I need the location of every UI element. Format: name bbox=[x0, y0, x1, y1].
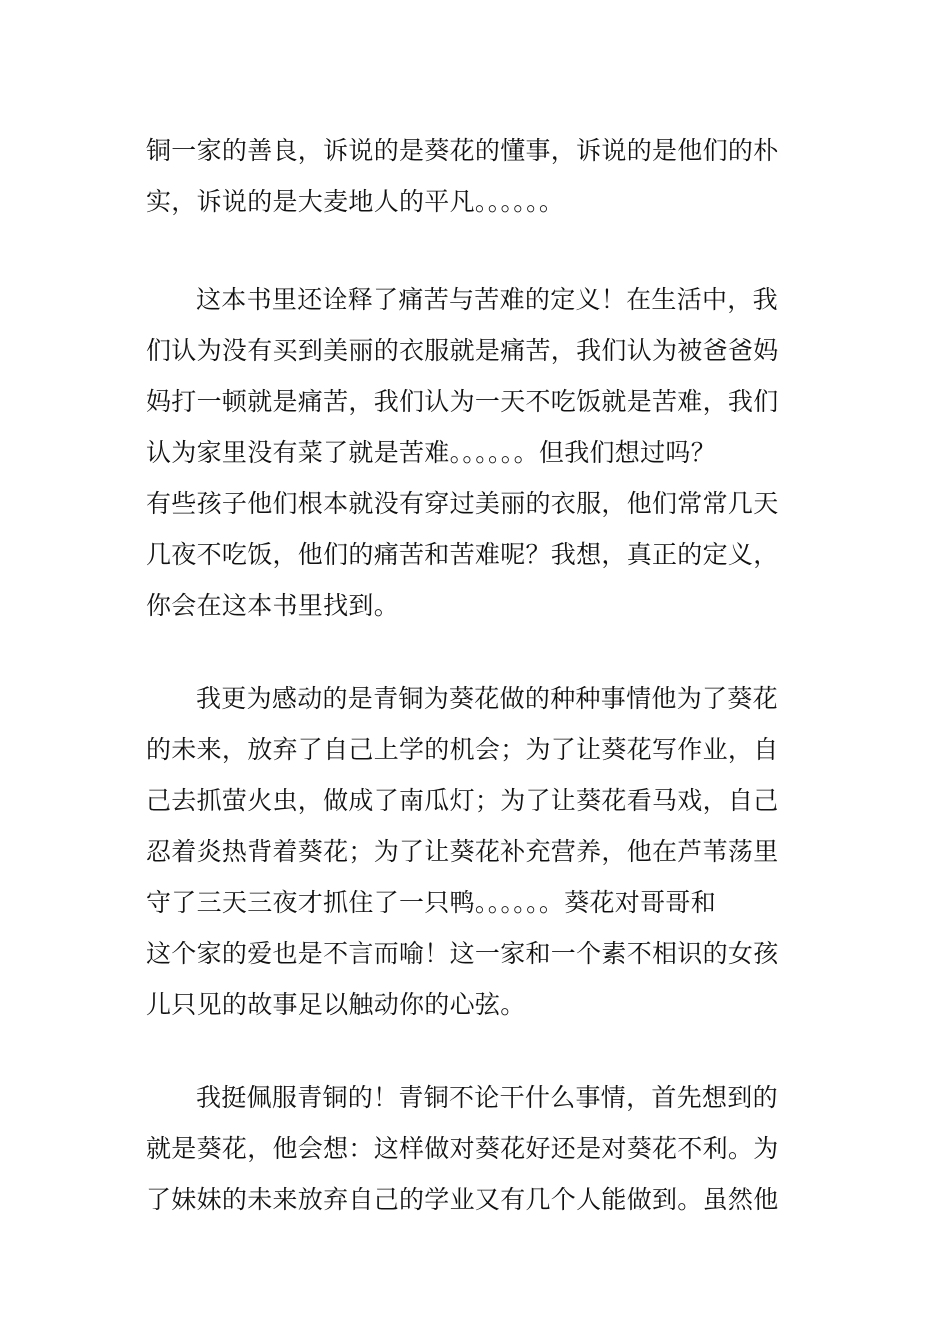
text-line: 己去抓萤火虫，做成了南瓜灯；为了让葵花看马戏，自己 bbox=[146, 786, 779, 815]
text-line: 了妹妹的未来放弃自己的学业又有几个人能做到。虽然他 bbox=[146, 1185, 779, 1214]
paragraph-qingtong-deeds bbox=[146, 673, 816, 1030]
text-line: 你会在这本书里找到。 bbox=[146, 591, 400, 620]
text-line: 这本书里还诠释了痛苦与苦难的定义！在生活中，我 bbox=[196, 285, 778, 314]
text-line: 们认为没有买到美丽的衣服就是痛苦，我们认为被爸爸妈 bbox=[146, 336, 779, 365]
text-line: 我挺佩服青铜的！青铜不论干什么事情，首先想到的 bbox=[196, 1083, 778, 1112]
text-line: 这个家的爱也是不言而喻！这一家和一个素不相识的女孩 bbox=[146, 939, 779, 968]
text-line: 儿只见的故事足以触动你的心弦。 bbox=[146, 990, 526, 1019]
text-line: 认为家里没有菜了就是苦难。。。。。。但我们想过吗？ bbox=[146, 438, 717, 467]
text-line: 守了三天三夜才抓住了一只鸭。。。。。。葵花对哥哥和 bbox=[146, 888, 717, 917]
text-line: 忍着炎热背着葵花；为了让葵花补充营养，他在芦苇荡里 bbox=[146, 837, 779, 866]
text-line: 几夜不吃饭，他们的痛苦和苦难呢？我想，真正的定义， bbox=[146, 540, 779, 569]
text-line: 有些孩子他们根本就没有穿过美丽的衣服，他们常常几天 bbox=[146, 489, 779, 518]
text-line: 就是葵花，他会想：这样做对葵花好还是对葵花不利。为 bbox=[146, 1134, 779, 1163]
paragraph-suffering-definition bbox=[146, 274, 816, 631]
paragraph-continuation bbox=[146, 125, 816, 227]
text-line: 我更为感动的是青铜为葵花做的种种事情他为了葵花 bbox=[196, 684, 778, 713]
text-line: 铜一家的善良，诉说的是葵花的懂事，诉说的是他们的朴 bbox=[146, 136, 779, 165]
text-line: 实，诉说的是大麦地人的平凡。。。。。。 bbox=[146, 187, 565, 216]
paragraph-admiration bbox=[146, 1072, 816, 1225]
text-line: 妈打一顿就是痛苦，我们认为一天不吃饭就是苦难，我们 bbox=[146, 387, 779, 416]
text-line: 的未来，放弃了自己上学的机会；为了让葵花写作业，自 bbox=[146, 735, 779, 764]
